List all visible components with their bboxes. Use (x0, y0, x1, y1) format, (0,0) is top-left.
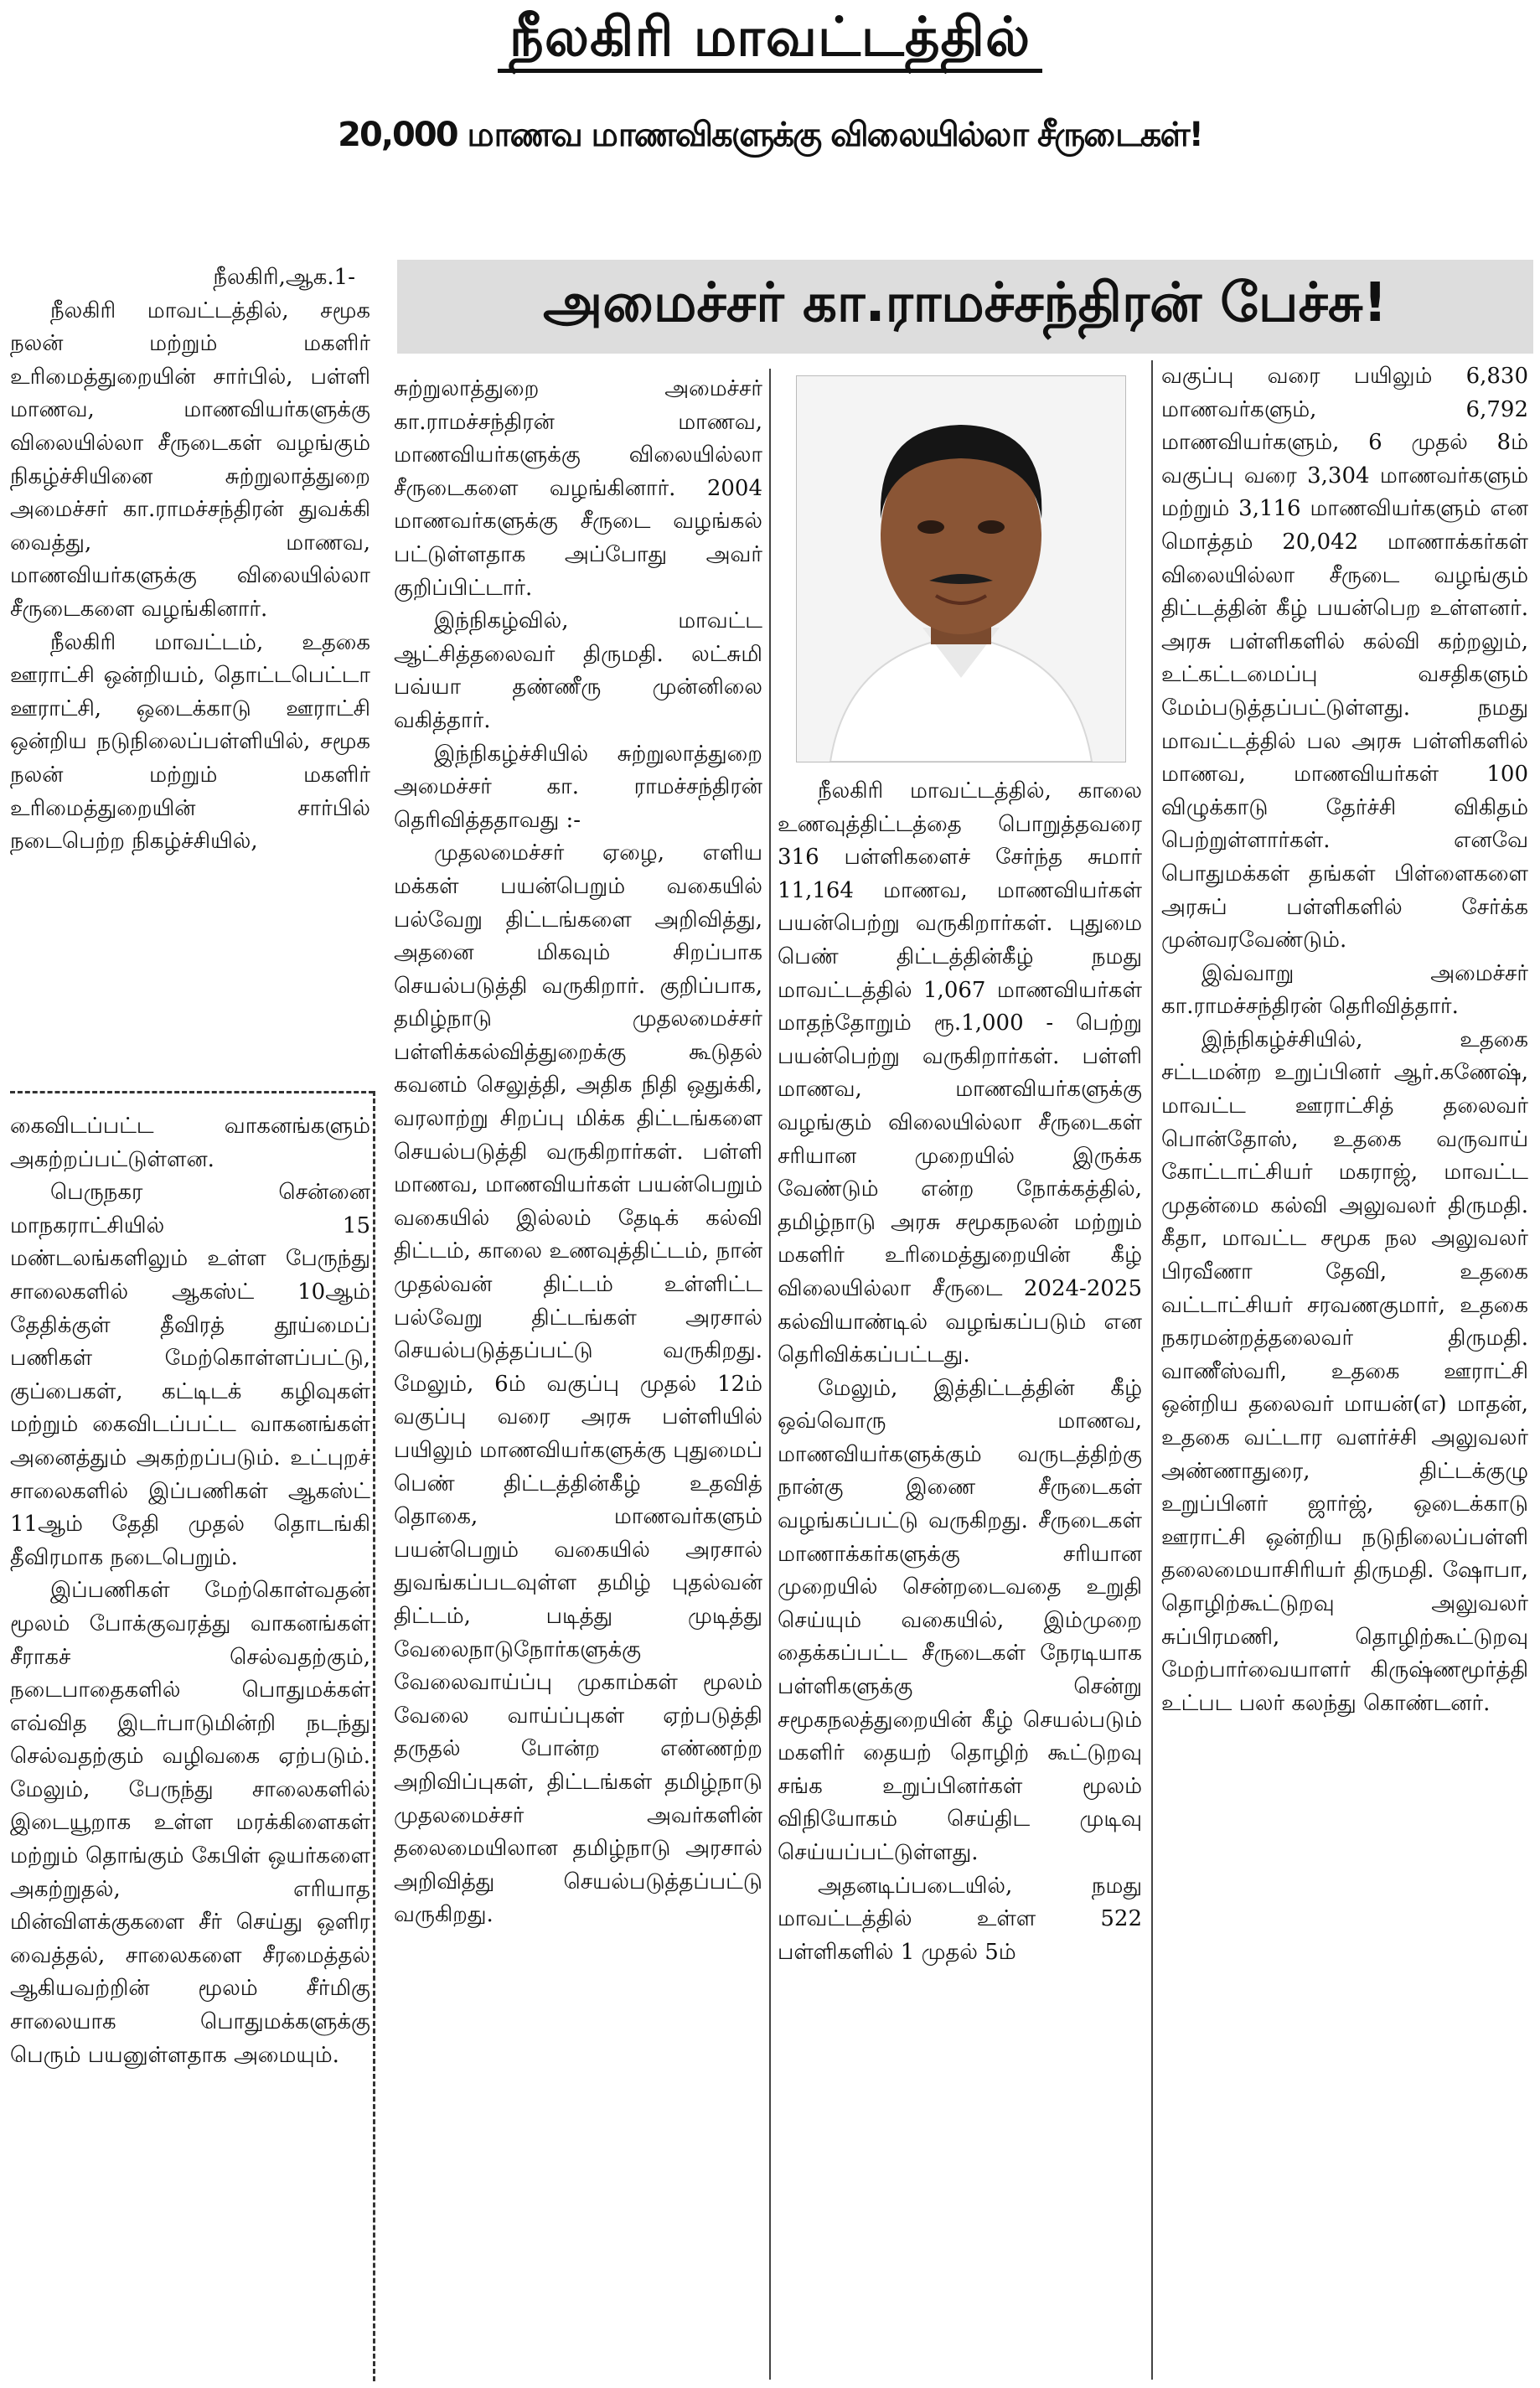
paragraph: நீலகிரி மாவட்டம், உதகை ஊராட்சி ஒன்றியம், தொட்டபெட்டா ஊராட்சி, ஒடைக்காடு ஊராட்சி ஒன்றிய நடுநிலைப்பள்ளியில், சமூக நலன் மற்றும் மகளிர் உரிமைத்துறையின் சார்பில் நடைபெற்ற நிகழ்ச்சியில், (10, 629, 370, 855)
kicker-headline (0, 7, 1540, 75)
side-article-column (10, 1110, 370, 2072)
paragraph: வகுப்பு வரை பயிலும் 6,830 மாணவர்களும், 6,792 மாணவியர்களும், 6 முதல் 8ம் வகுப்பு வரை 3,304 மாணவர்களும் மற்றும் 3,116 மாணவியர்களும் என மொத்தம் 20,042 மாணாக்கர்கள் விலையில்லா சீருடை வழங்கும் திட்டத்தின் கீழ் பயன்பெற உள்ளனர். அரசு பள்ளிகளில் கல்வி கற்றலும், உட்கட்டமைப்பு வசதிகளும் மேம்படுத்தப்பட்டுள்ளது. நமது மாவட்டத்தில் பல அரசு பள்ளிகளில் மாணவ, மாணவியர்கள் 100 விழுக்காடு தேர்ச்சி விகிதம் பெற்றுள்ளார்கள். எனவே பொதுமக்கள் தங்கள் பிள்ளைகளை அரசுப் பள்ளிகளில் சேர்க்க முன்வரவேண்டும். (1161, 364, 1528, 954)
main-headline: 20,000 மாணவ மாணவிகளுக்கு விலையில்லா சீருடைகள்! (338, 116, 1202, 154)
article-column-1 (10, 261, 370, 859)
paragraph: மேலும், இத்திட்டத்தின் கீழ் ஒவ்வொரு மாணவ, மாணவியர்களுக்கும் வருடத்திற்கு நான்கு இணை சீருடைகள் வழங்கப்பட்டு வருகிறது. சீருடைகள் மாணாக்கர்களுக்கு சரியான முறையில் சென்றடைவதை உறுதி செய்யும் வகையில், இம்முறை தைக்கப்பட்ட சீருடைகள் நேரடியாக பள்ளிகளுக்கு சென்று சமூகநலத்துறையின் கீழ் செயல்படும் மகளிர் தையற் தொழிற் கூட்டுறவு சங்க உறுப்பினர்கள் மூலம் விநியோகம் செய்திட முடிவு செய்யப்பட்டுள்ளது. (778, 1375, 1142, 1865)
subheadline-text: அமைச்சர் கா.ராமச்சந்திரன் பேச்சு! (543, 272, 1388, 334)
dashed-divider-horizontal (10, 1091, 374, 1093)
person-photo-icon (797, 376, 1125, 762)
article-column-2 (394, 373, 762, 1932)
paragraph: இந்நிகழ்வில், மாவட்ட ஆட்சித்தலைவர் திருமதி. லட்சுமி பவ்யா தண்ணீரு முன்னிலை வகித்தார். (394, 608, 762, 733)
minister-photo (796, 375, 1126, 762)
paragraph: சுற்றுலாத்துறை அமைச்சர் கா.ராமச்சந்திரன் மாணவ, மாணவியர்களுக்கு விலையில்லா சீருடைகளை வழங்கினார். 2004 மாணவர்களுக்கு சீருடை வழங்கல் பட்டுள்ளதாக அப்போது அவர் குறிப்பிட்டார். (394, 376, 762, 601)
article-column-3 (778, 775, 1142, 1969)
paragraph: நீலகிரி மாவட்டத்தில், காலை உணவுத்திட்டத்தை பொறுத்தவரை 316 பள்ளிகளைச் சேர்ந்த சுமார் 11,164 மாணவ, மாணவியர்கள் பயன்பெற்று வருகிறார்கள். புதுமை பெண் திட்டத்தின்கீழ் நமது மாவட்டத்தில் 1,067 மாணவியர்கள் மாதந்தோறும் ரூ.1,000 - பெற்று பயன்பெற்று வருகிறார்கள். பள்ளி மாணவ, மாணவியர்களுக்கு வழங்கும் விலையில்லா சீருடைகள் சரியான முறையில் இருக்க வேண்டும் என்ற நோக்கத்தில், தமிழ்நாடு அரசு சமூகநலன் மற்றும் மகளிர் உரிமைத்துறையின் கீழ் விலையில்லா சீருடை 2024-2025 கல்வியாண்டில் வழங்கப்படும் என தெரிவிக்கப்பட்டது. (778, 778, 1142, 1368)
paragraph: கைவிடப்பட்ட வாகனங்களும் அகற்றப்பட்டுள்ளன. (10, 1114, 370, 1172)
paragraph: இந்நிகழ்ச்சியில், உதகை சட்டமன்ற உறுப்பினர் ஆர்.கணேஷ், மாவட்ட ஊராட்சித் தலைவர் பொன்தோஸ், உதகை வருவாய் கோட்டாட்சியர் மகராஜ், மாவட்ட முதன்மை கல்வி அலுவலர் திருமதி. கீதா, மாவட்ட சமூக நல அலுவலர் பிரவீணா தேவி, உதகை வட்டாட்சியர் சரவணகுமார், உதகை நகரமன்றத்தலைவர் திருமதி. வாணீஸ்வரி, உதகை ஊராட்சி ஒன்றிய தலைவர் மாயன்(எ) மாதன், உதகை வட்டார வளர்ச்சி அலுவலர் அண்ணாதுரை, திட்டக்குழு உறுப்பினர் ஜார்ஜ், ஒடைக்காடு ஊராட்சி ஒன்றிய நடுநிலைப்பள்ளி தலைமையாசிரியர் திருமதி. ஷோபா, தொழிற்கூட்டுறவு அலுவலர் சுப்பிரமணி, தொழிற்கூட்டுறவு மேற்பார்வையாளர் கிருஷ்ணமூர்த்தி உட்பட பலர் கலந்து கொண்டனர். (1161, 1026, 1528, 1716)
dashed-divider-vertical (373, 1091, 375, 2381)
article-column-4 (1161, 360, 1528, 1720)
subheadline-banner (397, 260, 1533, 354)
column-rule (1151, 360, 1153, 2380)
paragraph: பெருநகர சென்னை மாநகராட்சியில் 15 மண்டலங்களிலும் உள்ள பேருந்து சாலைகளில் ஆகஸ்ட் 10ஆம் தேதிக்குள் தீவிரத் தூய்மைப் பணிகள் மேற்கொள்ளப்பட்டு, குப்பைகள், கட்டிடக் கழிவுகள் மற்றும் கைவிடப்பட்ட வாகனங்கள் அனைத்தும் அகற்றப்படும். உட்புறச் சாலைகளில் இப்பணிகள் ஆகஸ்ட் 11ஆம் தேதி முதல் தொடங்கி தீவிரமாக நடைபெறும். (10, 1180, 370, 1570)
kicker-text: நீலகிரி மாவட்டத்தில் (498, 7, 1042, 73)
paragraph: இப்பணிகள் மேற்கொள்வதன் மூலம் போக்குவரத்து வாகனங்கள் சீராகச் செல்வதற்கும், நடைபாதைகளில் பொதுமக்கள் எவ்வித இடர்பாடுமின்றி நடந்து செல்வதற்கும் வழிவகை ஏற்படும். மேலும், பேருந்து சாலைகளில் இடையூறாக உள்ள மரக்கிளைகள் மற்றும் தொங்கும் கேபிள் ஒயர்களை அகற்றுதல், எரியாத மின்விளக்குகளை சீர் செய்து ஒளிர வைத்தல், சாலைகளை சீரமைத்தல் ஆகியவற்றின் மூலம் சீர்மிகு சாலையாக பொதுமக்களுக்கு பெரும் பயனுள்ளதாக அமையும். (10, 1578, 370, 2068)
paragraph: இவ்வாறு அமைச்சர் கா.ராமச்சந்திரன் தெரிவித்தார். (1161, 960, 1528, 1020)
dateline: நீலகிரி,ஆக.1- (213, 265, 355, 290)
paragraph: இந்நிகழ்ச்சியில் சுற்றுலாத்துறை அமைச்சர் கா. ராமச்சந்திரன் தெரிவித்ததாவது :- (394, 741, 762, 833)
paragraph: அதனடிப்படையில், நமது மாவட்டத்தில் உள்ள 522 பள்ளிகளில் 1 முதல் 5ம் (778, 1873, 1142, 1965)
paragraph: நீலகிரி மாவட்டத்தில், சமூக நலன் மற்றும் மகளிர் உரிமைத்துறையின் சார்பில், பள்ளி மாணவ, மாணவியர்களுக்கு விலையில்லா சீருடைகள் வழங்கும் நிகழ்ச்சியினை சுற்றுலாத்துறை அமைச்சர் கா.ராமச்சந்திரன் துவக்கி வைத்து, மாணவ, மாணவியர்களுக்கு விலையில்லா சீருடைகளை வழங்கினார். (10, 297, 370, 622)
column-rule (769, 369, 771, 2380)
paragraph: முதலமைச்சர் ஏழை, எளிய மக்கள் பயன்பெறும் வகையில் பல்வேறு திட்டங்களை அறிவித்து, அதனை மிகவும் சிறப்பாக செயல்படுத்தி வருகிறார். குறிப்பாக, தமிழ்நாடு முதலமைச்சர் பள்ளிக்கல்வித்துறைக்கு கூடுதல் கவனம் செலுத்தி, அதிக நிதி ஒதுக்கி, வரலாற்று சிறப்பு மிக்க திட்டங்களை செயல்படுத்தி வருகிறார்கள். பள்ளி மாணவ, மாணவியர்கள் பயன்பெறும் வகையில் இல்லம் தேடிக் கல்வி திட்டம், காலை உணவுத்திட்டம், நான் முதல்வன் திட்டம் உள்ளிட்ட பல்வேறு திட்டங்கள் அரசால் செயல்படுத்தப்பட்டு வருகிறது. மேலும், 6ம் வகுப்பு முதல் 12ம் வகுப்பு வரை அரசு பள்ளியில் பயிலும் மாணவியர்களுக்கு புதுமைப் பெண் திட்டத்தின்கீழ் உதவித் தொகை, மாணவர்களும் பயன்பெறும் வகையில் அரசால் துவங்கப்படவுள்ள தமிழ் புதல்வன் திட்டம், படித்து முடித்து வேலைநாடுநோர்களுக்கு வேலைவாய்ப்பு முகாம்கள் மூலம் வேலை வாய்ப்புகள் ஏற்படுத்தி தருதல் போன்ற எண்ணற்ற அறிவிப்புகள், திட்டங்கள் தமிழ்நாடு முதலமைச்சர் அவர்களின் தலைமையிலான தமிழ்நாடு அரசால் அறிவித்து செயல்படுத்தப்பட்டு வருகிறது. (394, 840, 762, 1928)
